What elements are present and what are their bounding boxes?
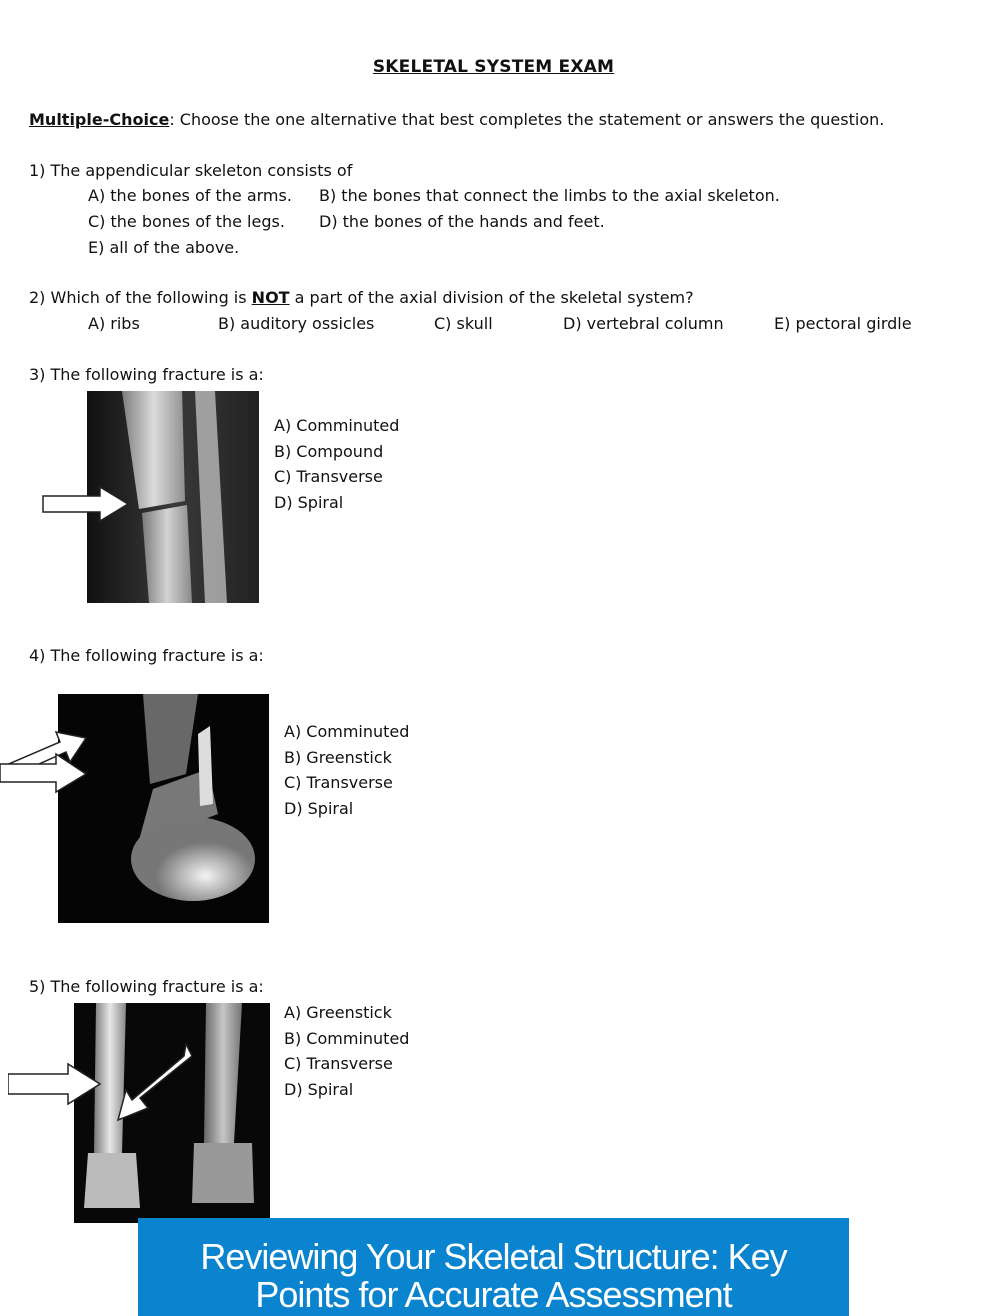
- q5-option-b: B) Comminuted: [284, 1029, 410, 1048]
- q1-option-d: D) the bones of the hands and feet.: [319, 212, 605, 231]
- q3-stem: 3) The following fracture is a:: [29, 365, 264, 384]
- caption-banner: [138, 1218, 849, 1316]
- q3-option-c: C) Transverse: [274, 467, 383, 486]
- q2-option-c: C) skull: [434, 314, 493, 333]
- q1-stem: 1) The appendicular skeleton consists of: [29, 161, 353, 180]
- q2-stem-pre: 2) Which of the following is: [29, 288, 252, 307]
- exam-title: SKELETAL SYSTEM EXAM: [372, 57, 615, 77]
- q2-stem-post: a part of the axial division of the skeletal system?: [289, 288, 694, 307]
- q2-option-e: E) pectoral girdle: [774, 314, 912, 333]
- q4-option-b: B) Greenstick: [284, 748, 392, 767]
- q2-option-b: B) auditory ossicles: [218, 314, 375, 333]
- q4-arrows-icon: [0, 726, 92, 796]
- q4-stem: 4) The following fracture is a:: [29, 646, 264, 665]
- q5-option-d: D) Spiral: [284, 1080, 354, 1099]
- q1-option-a: A) the bones of the arms.: [88, 186, 292, 205]
- q5-stem: 5) The following fracture is a:: [29, 977, 264, 996]
- q5-arrows-icon: [8, 1036, 193, 1126]
- q4-option-c: C) Transverse: [284, 773, 393, 792]
- q5-option-a: A) Greenstick: [284, 1003, 392, 1022]
- banner-line-2: Points for Accurate Assessment: [255, 1274, 732, 1315]
- q3-option-b: B) Compound: [274, 442, 384, 461]
- q2-stem-emphasis: NOT: [251, 288, 290, 307]
- q3-option-d: D) Spiral: [274, 493, 344, 512]
- q2-option-d: D) vertebral column: [563, 314, 724, 333]
- q1-option-e: E) all of the above.: [88, 238, 240, 257]
- q2-option-a: A) ribs: [88, 314, 140, 333]
- instructions-text: : Choose the one alternative that best completes the statement or answers the question.: [169, 110, 885, 129]
- q3-arrow-icon: [42, 486, 130, 522]
- instructions-label: Multiple-Choice: [29, 110, 170, 129]
- banner-line-1: Reviewing Your Skeletal Structure: Key: [200, 1236, 787, 1277]
- q1-option-b: B) the bones that connect the limbs to the axial skeleton.: [319, 186, 780, 205]
- q3-option-a: A) Comminuted: [274, 416, 400, 435]
- q5-option-c: C) Transverse: [284, 1054, 393, 1073]
- q4-option-a: A) Comminuted: [284, 722, 410, 741]
- q2-stem: [29, 288, 694, 307]
- q4-option-d: D) Spiral: [284, 799, 354, 818]
- q1-option-c: C) the bones of the legs.: [88, 212, 285, 231]
- instructions: [29, 110, 884, 129]
